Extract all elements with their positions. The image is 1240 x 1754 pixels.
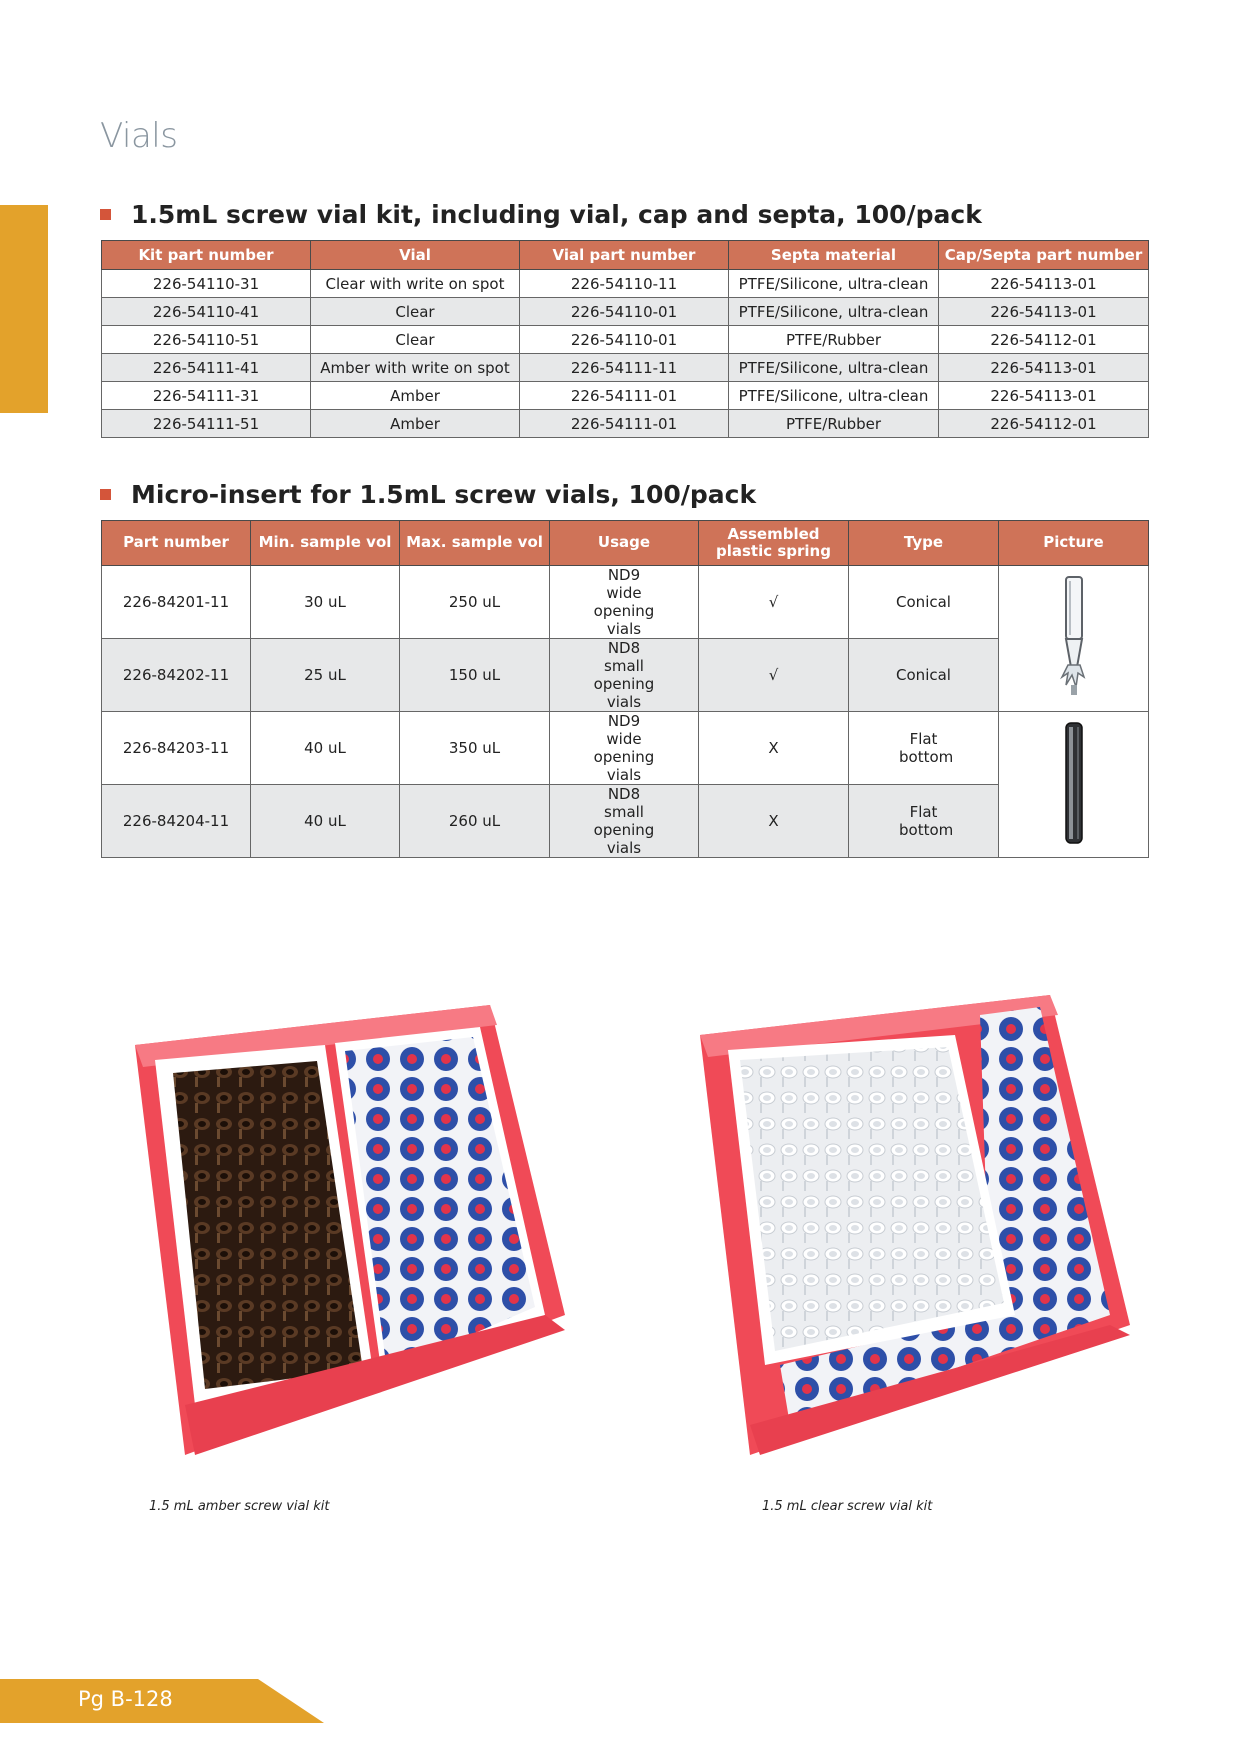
table-cell: 226-54110-01 (520, 326, 729, 354)
page-title: Vials (100, 116, 178, 156)
table-cell: 150 uL (400, 639, 550, 712)
table-cell: 226-54113-01 (939, 270, 1149, 298)
amber-kit-caption: 1.5 mL amber screw vial kit (149, 1499, 330, 1514)
table-cell: 250 uL (400, 566, 550, 639)
table-cell: 226-54110-51 (102, 326, 311, 354)
table-cell: 226-54111-01 (520, 382, 729, 410)
kit-table-header (102, 241, 1149, 270)
flat-insert-picture (999, 712, 1149, 858)
kit-col-header: Cap/Septa part number (939, 241, 1149, 270)
table-cell: X (699, 712, 849, 785)
insert-table-header (102, 521, 1149, 566)
kit-col-header: Vial part number (520, 241, 729, 270)
table-cell: PTFE/Silicone, ultra-clean (729, 298, 939, 326)
table-cell: 40 uL (251, 712, 400, 785)
table-cell: Conical (849, 639, 999, 712)
table-cell: 226-84203-11 (102, 712, 251, 785)
insert-col-header: Part number (102, 521, 251, 566)
table-row (102, 270, 1149, 298)
table-cell: PTFE/Silicone, ultra-clean (729, 270, 939, 298)
insert-section-title: Micro-insert for 1.5mL screw vials, 100/pack (131, 480, 757, 509)
table-row (102, 354, 1149, 382)
table-cell: 226-54110-11 (520, 270, 729, 298)
table-row (102, 712, 1149, 785)
table-cell: 226-54111-11 (520, 354, 729, 382)
table-cell: 25 uL (251, 639, 400, 712)
insert-col-header: Min. sample vol (251, 521, 400, 566)
page-number: Pg B-128 (78, 1687, 173, 1711)
clear-vial-kit-photo (690, 985, 1150, 1480)
clear-kit-caption: 1.5 mL clear screw vial kit (762, 1499, 933, 1514)
table-row (102, 410, 1149, 438)
table-cell: 226-54111-01 (520, 410, 729, 438)
table-cell: 226-54111-51 (102, 410, 311, 438)
kit-col-header: Septa material (729, 241, 939, 270)
table-cell: X (699, 785, 849, 858)
table-cell: Amber (311, 410, 520, 438)
table-cell: Clear (311, 326, 520, 354)
table-row (102, 382, 1149, 410)
kit-col-header: Kit part number (102, 241, 311, 270)
table-cell: ND8 small opening vials (550, 785, 699, 858)
table-cell: PTFE/Rubber (729, 326, 939, 354)
insert-col-header: Type (849, 521, 999, 566)
insert-col-header: Usage (550, 521, 699, 566)
table-cell: 30 uL (251, 566, 400, 639)
amber-vial-kit-photo (125, 985, 575, 1480)
insert-col-header: Assembled plastic spring (699, 521, 849, 566)
table-cell: 226-84204-11 (102, 785, 251, 858)
table-cell: 350 uL (400, 712, 550, 785)
table-cell: ND9 wide opening vials (550, 712, 699, 785)
square-bullet-icon (100, 489, 111, 500)
side-tab-accent (0, 205, 48, 413)
table-cell: Flat bottom (849, 785, 999, 858)
table-row (102, 566, 1149, 639)
table-cell: Flat bottom (849, 712, 999, 785)
table-cell: ND9 wide opening vials (550, 566, 699, 639)
table-cell: Amber with write on spot (311, 354, 520, 382)
table-cell: PTFE/Silicone, ultra-clean (729, 354, 939, 382)
table-cell: √ (699, 639, 849, 712)
table-cell: 226-54111-41 (102, 354, 311, 382)
table-cell: PTFE/Rubber (729, 410, 939, 438)
table-cell: 226-84202-11 (102, 639, 251, 712)
insert-section-heading (100, 480, 756, 509)
table-cell: Amber (311, 382, 520, 410)
kit-table (101, 240, 1149, 438)
table-cell: 260 uL (400, 785, 550, 858)
table-cell: 226-54113-01 (939, 354, 1149, 382)
insert-table (101, 520, 1149, 858)
table-cell: 40 uL (251, 785, 400, 858)
insert-col-header: Max. sample vol (400, 521, 550, 566)
table-cell: √ (699, 566, 849, 639)
table-cell: 226-54112-01 (939, 326, 1149, 354)
table-cell: ND8 small opening vials (550, 639, 699, 712)
kit-section-heading (100, 200, 982, 229)
table-row (102, 639, 1149, 712)
table-cell: 226-54112-01 (939, 410, 1149, 438)
table-cell: PTFE/Silicone, ultra-clean (729, 382, 939, 410)
kit-col-header: Vial (311, 241, 520, 270)
table-cell: 226-54110-31 (102, 270, 311, 298)
flat-insert-image (1059, 721, 1089, 845)
table-cell: 226-54110-41 (102, 298, 311, 326)
conical-insert-picture (999, 566, 1149, 712)
table-cell: 226-54113-01 (939, 382, 1149, 410)
table-cell: 226-54110-01 (520, 298, 729, 326)
table-cell: Conical (849, 566, 999, 639)
conical-insert-image (1054, 575, 1094, 699)
table-row (102, 298, 1149, 326)
kit-section-title: 1.5mL screw vial kit, including vial, cap and septa, 100/pack (131, 200, 982, 229)
table-row (102, 326, 1149, 354)
table-cell: 226-54111-31 (102, 382, 311, 410)
table-cell: Clear with write on spot (311, 270, 520, 298)
square-bullet-icon (100, 209, 111, 220)
insert-col-header: Picture (999, 521, 1149, 566)
table-cell: Clear (311, 298, 520, 326)
table-row (102, 785, 1149, 858)
table-cell: 226-54113-01 (939, 298, 1149, 326)
table-cell: 226-84201-11 (102, 566, 251, 639)
